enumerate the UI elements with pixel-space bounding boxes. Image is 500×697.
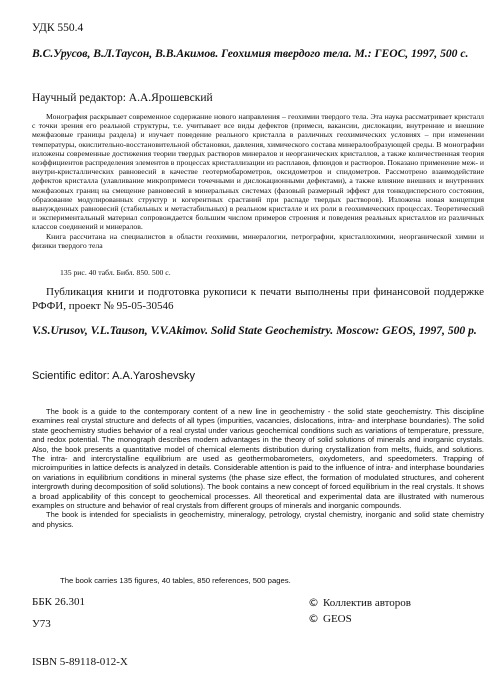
abstract-english-paragraph: The book is intended for specialists in geochemistry, mineralogy, petrology, crystal chemistry, inorganic and solid state chemistry and physics. xyxy=(32,510,484,529)
copyright-icon: © xyxy=(308,596,319,609)
udk-code: УДК 550.4 xyxy=(32,22,84,34)
citation-russian: В.С.Урусов, В.Л.Таусон, В.В.Акимов. Геохимия твердого тела. М.: ГЕОС, 1997, 500 с. xyxy=(32,47,469,60)
stats-russian: 135 рис. 40 табл. Библ. 850. 500 с. xyxy=(60,268,171,277)
stats-english: The book carries 135 figures, 40 tables, 850 references, 500 pages. xyxy=(60,576,291,585)
scientific-editor-russian: Научный редактор: А.А.Ярошевский xyxy=(32,92,213,104)
copyright-icon: © xyxy=(308,612,319,625)
abstract-russian-paragraph: Книга рассчитана на специалистов в области геохимии, минералогии, петрографии, кристаллохимии, неорганической химии и физики твердого тела xyxy=(32,231,484,250)
copyright-authors xyxy=(308,596,411,609)
copyright-authors-text: Коллектив авторов xyxy=(323,597,411,609)
copyright-publisher-text: GEOS xyxy=(323,613,352,625)
funding-note: Публикация книги и подготовка рукописи к печати выполнены при финансовой поддержке РФФИ, проект № 95-05-30546 xyxy=(32,286,484,312)
scientific-editor-english: Scientific editor: A.A.Yaroshevsky xyxy=(32,370,196,382)
author-sign-code: У73 xyxy=(32,618,51,630)
isbn-number: ISBN 5-89118-012-X xyxy=(32,656,128,668)
abstract-russian xyxy=(32,112,484,250)
abstract-english-paragraph: The book is a guide to the contemporary content of a new line in geochemistry - the solid state geochemistry. This discipline examines real crystal structure and defects of all types (impurities, vacancies, dislocations, intra- and interphase boundaries). The solid state geochemistry studies behavior of a real crystal under various geochemical conditions such as variations of temperature, pressure, and redox potential. The monograph describes modern advantages in the theory of solid solutions of minerals and inorganic crystals. Also, the book presents a quantitative model of chemical elements distribution during crystallization from melts, fluids, and solutions. The intra- and intercrystalline equilibrium are used as geothermobarometers, oxydometers, and speedometers. Trapping of microimpurities in lattice defects is analyzed in details. Considerable attention is paid to the influence of intra- and interphase boundaries on variations in equilibrium conditions in mineral systems (the phase size effect, the formation of modulated structures, and coherent intergrowth during decomposition of solid solutions). The book contains a new concept of forced equilibrium in the real crystals. It shows a broad applicability of this concept to geochemical processes. All theoretical and experimental data are illustrated with numerous examples on structure and behavior of real crystals from different groups of minerals and inorganic compounds. xyxy=(32,407,484,511)
bbk-code: ББК 26.301 xyxy=(32,596,85,608)
copyright-publisher xyxy=(308,612,352,625)
abstract-english xyxy=(32,407,484,529)
abstract-russian-paragraph: Монография раскрывает современное содержание нового направления – геохимии твердого тела. Эта наука рассматривает кристалл с точки зрения его реальной структуры, т.е. учитывает все виды дефектов (примеси, вакансии, дислокации, внутренние и внешние межфазовые границы раздела) и изучает поведение реального кристалла в различных геохимических условиях – при изменении температуры, окислительно-восстановительной обстановки, давления, химического состава минералообразующей среды. В монографии изложены современные достижения теории твердых растворов минералов и неорганических кристаллов, а также количественная теория коэффициентов распределения элементов в процессах кристаллизации из расплавов, флюидов и растворов. Показано применение меж- и внутри-кристаллических равновесий в качестве геотермобарометров, оксидометров и спидометров. Рассмотрено взаимодействие дефектов кристалла (улавливание микропримеси точечными и дислокационными дефектами), а также влияние внешних и внутренних межфазовых границ на смещение равновесий в минеральных системах (фазовый размерный эффект для тонкодисперсного состояния, образование модулированных структур и когерентных срастаний при распаде твердых растворов). Изложена новая концепция вынужденных равновесий (стабильных и метастабильных) в реальном кристалле и их роли в геохимических процессах. Теоретический и экспериментальный материал сопровождается большим числом примеров строения и поведения реальных кристаллов из различных классов соединений и минералов. xyxy=(32,112,484,232)
citation-english: V.S.Urusov, V.L.Tauson, V.V.Akimov. Solid State Geochemistry. Moscow: GEOS, 1997, 500 p. xyxy=(32,324,477,337)
